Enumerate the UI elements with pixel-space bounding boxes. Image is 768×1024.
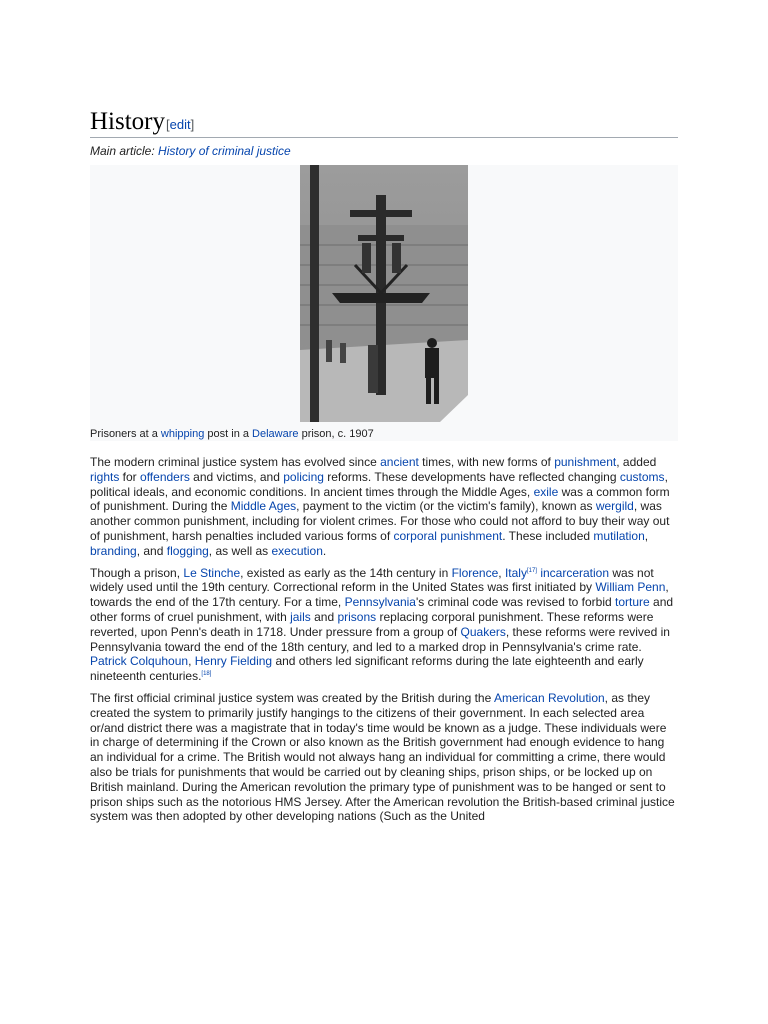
text: , added (616, 455, 657, 469)
text: , existed as early as the 14th century in (240, 565, 452, 580)
link-punishment[interactable]: punishment (554, 455, 617, 469)
paragraph-2 (90, 566, 678, 684)
hatnote-prefix: Main article: (90, 144, 155, 158)
link-rights[interactable]: rights (90, 469, 120, 484)
text: , these reforms were revived in Pennsylvania toward the end of the 18th century, and led to a marked drop in Pennsylvania's crime rate. (90, 624, 670, 654)
link-middle-ages[interactable]: Middle Ages (230, 499, 297, 514)
article-content (90, 108, 678, 824)
link-flogging[interactable]: flogging (166, 543, 209, 558)
caption-text: prison, c. 1907 (298, 428, 374, 440)
link-mutilation[interactable]: mutilation (593, 528, 645, 543)
text: for (119, 469, 141, 484)
text: , political ideals, and economic conditions. In ancient times through the Middle Ages, (90, 469, 668, 499)
link-incarceration[interactable]: incarceration (540, 565, 610, 580)
link-florence[interactable]: Florence (451, 565, 499, 580)
link-customs[interactable]: customs (619, 469, 665, 484)
text: , (188, 654, 195, 669)
figure-box (90, 165, 678, 441)
main-article-hatnote (90, 143, 678, 159)
main-article-link[interactable]: History of criminal justice (158, 144, 291, 158)
text: , was another common punishment, including for violent crimes. For those who could not afford to buy their way out of punishment, harsh penalties included various forms of (90, 499, 670, 543)
figure-caption (90, 427, 374, 441)
text: reforms. These developments have reflected changing (323, 469, 620, 484)
paragraph-1 (90, 455, 678, 559)
link-branding[interactable]: branding (90, 543, 137, 558)
link-american-revolution[interactable]: American Revolution (493, 690, 605, 705)
text: . (322, 543, 327, 558)
link-whipping[interactable]: whipping (160, 428, 205, 440)
link-wergild[interactable]: wergild (595, 499, 634, 514)
link-offenders[interactable]: offenders (140, 469, 190, 484)
link-quakers[interactable]: Quakers (460, 624, 506, 639)
section-heading-row (90, 108, 678, 138)
link-jails[interactable]: jails (290, 609, 311, 624)
link-ancient[interactable]: ancient (380, 455, 419, 469)
photo-illustration (300, 165, 468, 422)
edit-link[interactable]: edit (169, 117, 191, 132)
link-henry-fielding[interactable]: Henry Fielding (194, 654, 273, 669)
text: was a common form of punishment. During the (90, 484, 670, 514)
caption-text: Prisoners at a (90, 428, 161, 440)
link-prisons[interactable]: prisons (337, 609, 377, 624)
text: , (644, 528, 649, 543)
text: , as well as (208, 543, 272, 558)
text: , towards the end of the 17th century. For a time, (90, 580, 669, 610)
text: times, with new forms of (418, 455, 555, 469)
text: Though a prison, (90, 565, 184, 580)
link-corporal-punishment[interactable]: corporal punishment (393, 528, 503, 543)
text: , as they created the system to primarily justify hangings to the citizens of their government. In each selected area or/and district there was a magistrate that in today's time would be known as a judge. These individuals were in charge of determining if the Crown or also known as the British government had enough evidence to hang an individual for a crime. The British would not always hang an individual for committing a crime, there would also be trials for punishments that would be carried out by cleaning ships, prison ships, or be locked up on British mainland. During the American revolution the primary type of punishment was to be hanged or sent to prison ships such as the notorious HMS Jersey. After the American revolution the British-based criminal justice system was then adopted by other developing nations (Such as the United (90, 690, 675, 824)
reference-17[interactable]: [17] (526, 567, 537, 574)
text: was not widely used until the 19th century. Correctional reform in the United States was first initiated by (90, 565, 654, 595)
section-title: History (90, 108, 165, 135)
text: The modern criminal justice system has evolved since (90, 455, 381, 469)
text: , payment to the victim (or the victim's family), known as (296, 499, 596, 514)
paragraph-3 (90, 691, 678, 824)
whipping-post-photo[interactable] (300, 165, 468, 422)
link-execution[interactable]: execution (271, 543, 323, 558)
link-pennsylvania[interactable]: Pennsylvania (344, 595, 416, 610)
text: replacing corporal punishment. These reforms were reverted, upon Penn's death in 1718. Under pressure from a group of (90, 609, 654, 639)
edit-section (166, 117, 194, 132)
text: and other forms of cruel punishment, with (90, 595, 674, 624)
link-le-stinche[interactable]: Le Stinche (183, 565, 241, 580)
link-delaware[interactable]: Delaware (252, 428, 299, 440)
link-exile[interactable]: exile (533, 484, 559, 499)
link-italy[interactable]: Italy (504, 565, 527, 580)
text: and others led significant reforms during the late eighteenth and early nineteenth centuries. (90, 654, 644, 684)
text: , (498, 565, 505, 580)
edit-bracket-open: [ (166, 117, 170, 132)
text: and (310, 609, 338, 624)
text: 's criminal code was revised to forbid (415, 595, 616, 610)
reference-18[interactable]: [18] (201, 671, 212, 678)
text: , and (136, 543, 167, 558)
edit-bracket-close: ] (190, 117, 195, 132)
caption-text: post in a (204, 428, 253, 440)
text: . These included (502, 528, 594, 543)
text: The first official criminal justice system was created by the British during the (90, 690, 494, 705)
text: and victims, and (189, 469, 284, 484)
link-william-penn[interactable]: William Penn (595, 580, 666, 595)
link-patrick-colquhoun[interactable]: Patrick Colquhoun (90, 654, 189, 669)
link-policing[interactable]: policing (283, 469, 324, 484)
link-torture[interactable]: torture (615, 595, 650, 610)
